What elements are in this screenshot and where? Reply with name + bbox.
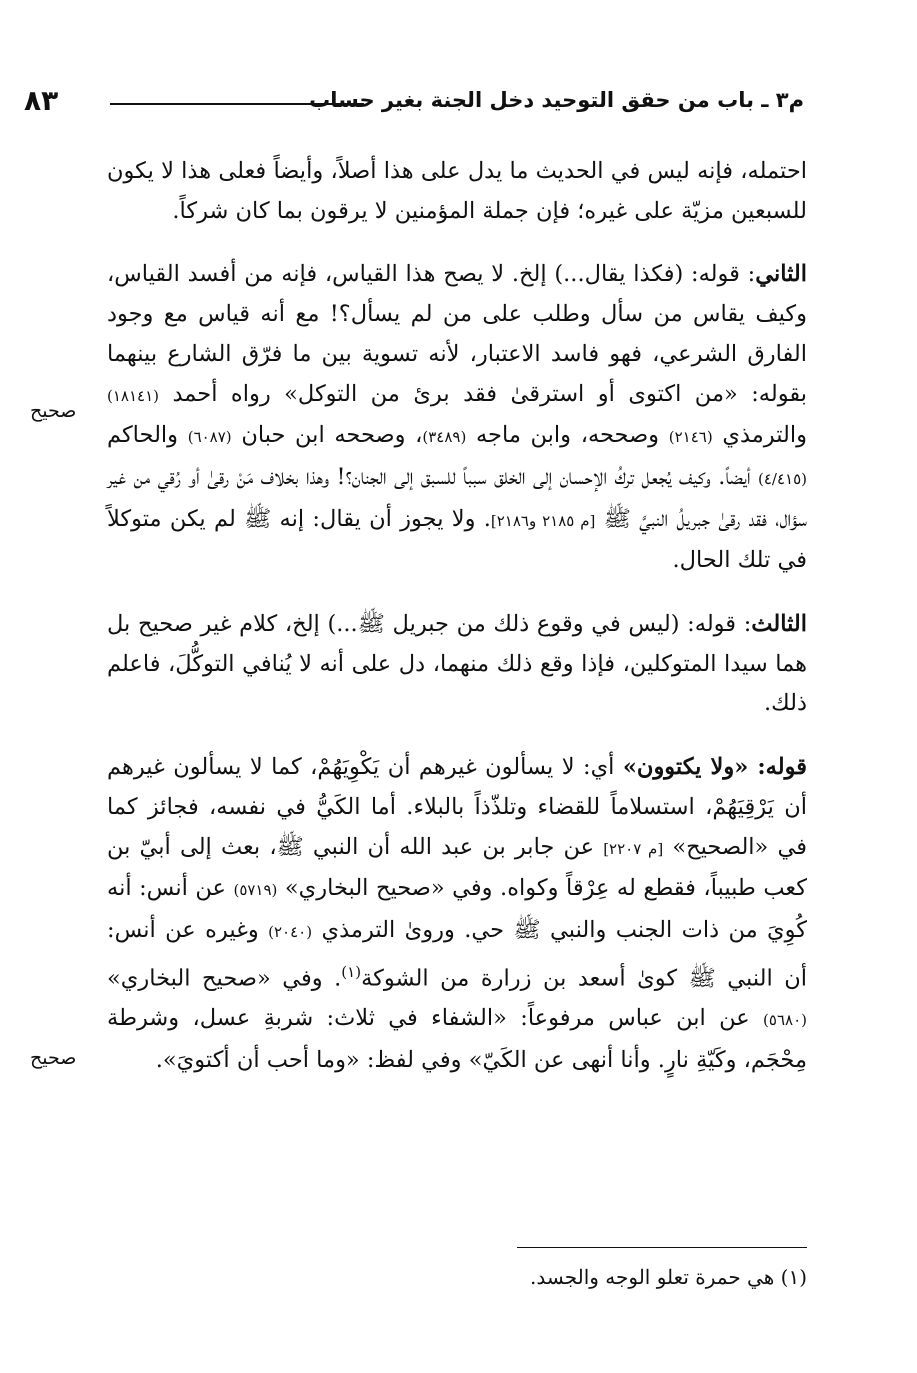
paragraph-text: . وفي «صحيح البخاري» [107,965,342,992]
paragraph-text: : قوله: (فكذا يقال...) إلخ. لا يصح هذا القياس، فإنه من أفسد القياس، وكيف يقاس من سأل وطلب على من لم يسأل؟! مع أنه قياس مع وجود الفارق الشرعي، فهو فاسد الاعتبار، لأنه تسوية بين ما فرّق الشارع بينهما بقوله: «من اكتوى أو استرقىٰ فقد برئ من التوكل» رواه أحمد [107,261,807,407]
footnote-number: (١) [780,1265,807,1289]
paragraph-text: احتمله، فإنه ليس في الحديث ما يدل على هذا أصلاً، وأيضاً فعلى هذا لا يكون للسبعين مزيّة على غيره؛ فإن جملة المؤمنين لا يرقون بما كان شركاً. [107,158,807,224]
paragraph-text: أي: لا يسألون غيرهم أن يَكْوِيَهُمْ، كما لا يسألون غيرهم أن يَرْقِيَهُمْ، استسلاماً للقضاء وتلذّذاً بالبلاء. أما الكَيُّ في نفسه، فجائز كما في «الصحيح» [107,754,807,860]
main-text [107,152,807,1080]
paragraph-text: عن أنس: أنه كُوِيَ من ذات الجنب والنبي ﷺ حي. وروىٰ الترمذي [107,875,807,943]
margin-note-authenticity: صحيح [30,1047,77,1069]
paragraph-text: والحاكم [107,422,188,449]
paragraph-text: عن جابر بن عبد الله أن النبي ﷺ، بعث إلى أبيّ بن كعب طبيباً، فقطع له عِرْقاً وكواه. وفي «صحيح البخاري» [107,833,807,902]
page-number: ٨٣ [24,84,59,117]
paragraph-text: : قوله: (ليس في وقوع ذلك من جبريل ﷺ...) إلخ، كلام غير صحيح بل هما سيدا المتوكلين، فإذا وقع ذلك منهما، دل على أنه لا يُنافي التوكُّلَ، فاعلم ذلك. [107,611,807,717]
running-header [24,84,804,124]
paragraph-text: عن ابن عباس مرفوعاً: «الشفاء في ثلاث: شربةِ عسل، وشرطة مِحْجَم، وكَيّةِ نارٍ. وأنا أنهى عن الكَيّ» وفي لفظ: «وما أحب أن أكتويَ». [107,1004,807,1073]
chapter-title: م٣ ـ باب من حقق التوحيد دخل الجنة بغير حساب [309,88,804,112]
citation-ref: (٤/٤١٥) [758,469,807,488]
paragraph [107,152,807,231]
paragraph-lead: الثاني [755,261,807,288]
paragraph-lead: قوله: «ولا يكتوون» [622,754,807,781]
paragraph-text: . ولا يجوز أن يقال: إنه ﷺ لم يكن متوكلاً في تلك الحال. [107,505,807,574]
citation-ref: [م ٢١٨٥ و٢١٨٦] [490,511,596,530]
footnote-rule [517,1247,807,1248]
footnote-marker: (١) [341,962,362,981]
citation-ref: [م ٢٢٠٧] [603,839,664,858]
footnote [107,1262,807,1292]
citation-ref: (١٨١٤١) [107,386,160,405]
paragraph-text: والترمذي [712,422,807,449]
margin-note-authenticity: صحيح [30,400,77,422]
paragraph [107,605,807,724]
header-rule [110,103,364,105]
citation-ref: (٥٦٨٠) [763,1010,807,1029]
paragraph-lead: الثالث [751,611,807,638]
citation-ref: (٢٠٤٠) [268,922,313,941]
citation-ref: (٦٠٨٧) [187,428,232,447]
paragraph-text: ، وصححه ابن حبان [231,422,423,449]
citation-ref: (٥٧١٩) [233,881,278,900]
paragraph [107,748,807,1080]
paragraph-text: وغيره عن أنس: أن النبي ﷺ كوىٰ أسعد بن زرارة من الشوكة [107,916,808,992]
citation-ref: (٢١٤٦) [668,428,713,447]
footnote-text: هي حمرة تعلو الوجه والجسد. [530,1265,775,1289]
paragraph-text: أيضاً. وكيف يُجعل تركُ الإحسان إلى الخلق سبباً للسبق إلى الجنان؟! وهذا بخلاف مَنْ رقىٰ أو رُقي من غير سؤال، فقد رقىٰ جبريلُ النبيَّ ﷺ [107,463,808,532]
citation-ref: (٣٤٨٩) [422,428,467,447]
paragraph [107,255,807,581]
paragraph-text: وصححه، وابن ماجه [466,422,669,449]
